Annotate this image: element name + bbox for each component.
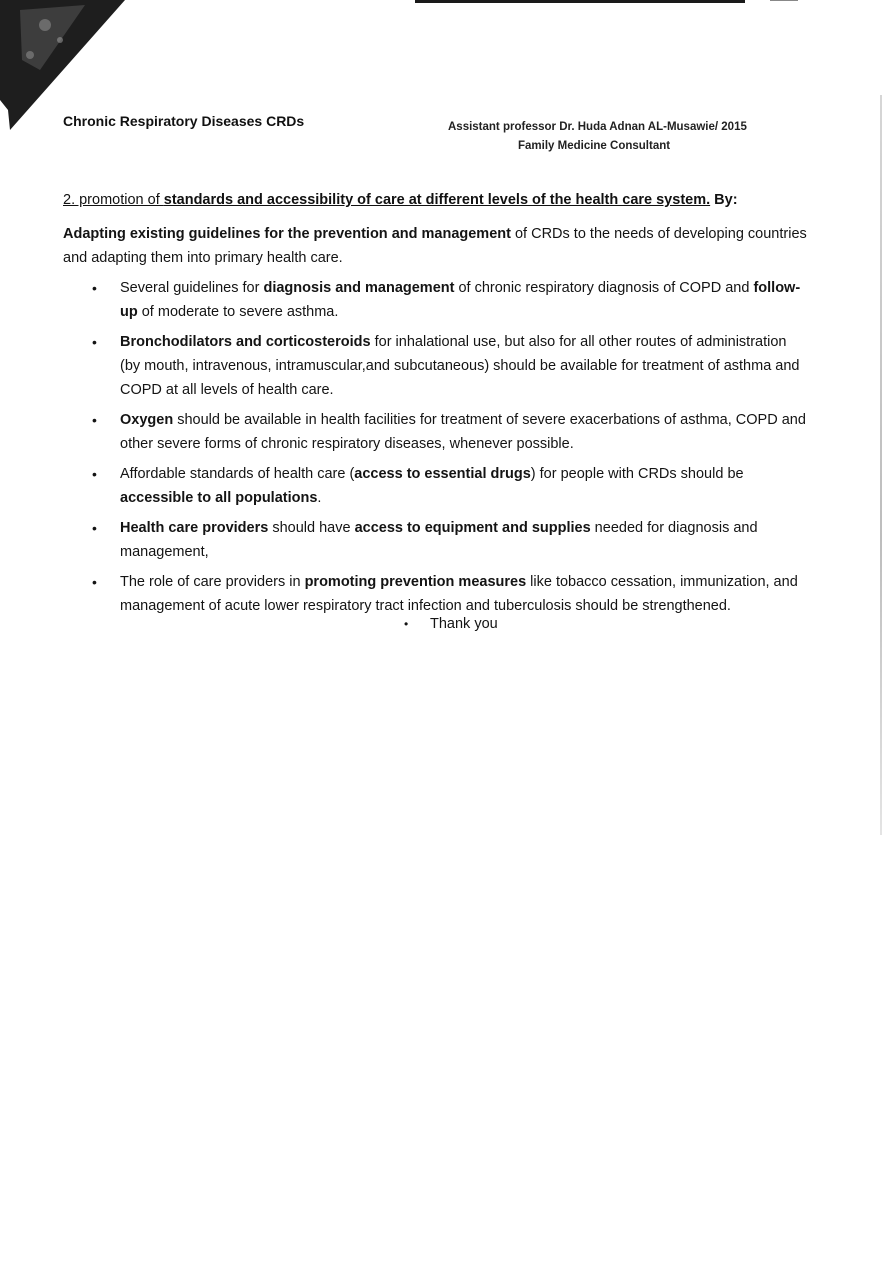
bullet-icon: • [92, 520, 97, 536]
scan-right-edge [880, 95, 882, 835]
author-block [448, 118, 747, 156]
closing-line [404, 616, 498, 632]
list-item-text: should have [268, 520, 355, 536]
list-item-text: The role of care providers in [120, 574, 305, 590]
list-item [88, 516, 808, 564]
list-item [88, 330, 808, 402]
bullet-list [88, 276, 808, 624]
list-item-bold: Bronchodilators and corticosteroids [120, 334, 371, 350]
list-item [88, 408, 808, 456]
list-item-bold: follow-up [120, 280, 801, 320]
list-item-text: needed for diagnosis and management, [120, 520, 758, 560]
intro-bold: Adapting existing guidelines for the prevention and management [63, 226, 511, 242]
intro-rest: of CRDs to the needs of developing countries and adapting them into primary health care. [63, 226, 807, 266]
list-item-bold: Health care providers [120, 520, 269, 536]
list-item-bold: Oxygen [120, 412, 174, 428]
list-item-bold: accessible to all populations [120, 490, 318, 506]
bullet-icon: • [92, 412, 97, 428]
section-heading-part-a: 2. promotion of [63, 192, 164, 208]
list-item-text: like tobacco cessation, immunization, and management of acute lower respiratory tract infection and tuberculosis should be strengthened. [120, 574, 798, 614]
list-item-bold: access to equipment and supplies [354, 520, 591, 536]
section-heading-part-b: standards and accessibility of care at different levels of the health care system. [163, 192, 711, 208]
scan-top-edge-faint [770, 0, 798, 1]
section-heading-by: By: [710, 192, 738, 208]
list-item-bold: promoting prevention measures [304, 574, 527, 590]
author-role: Family Medicine Consultant [518, 140, 671, 152]
list-item-text: of moderate to severe asthma. [137, 304, 339, 320]
scan-top-edge [415, 0, 745, 3]
author-line: Assistant professor Dr. Huda Adnan AL-Musawie/ 2015 [448, 121, 747, 133]
list-item [88, 276, 808, 324]
intro-paragraph [63, 222, 808, 270]
list-item-text: should be available in health facilities for treatment of severe exacerbations of asthma, COPD and other severe forms of chronic respiratory diseases, whenever possible. [120, 412, 806, 452]
bullet-icon: • [92, 574, 97, 590]
bullet-icon: • [92, 466, 97, 482]
document-title: Chronic Respiratory Diseases CRDs [63, 113, 305, 129]
list-item [88, 462, 808, 510]
list-item-text: ) for people with CRDs should be [530, 466, 744, 482]
list-item-bold: access to essential drugs [354, 466, 531, 482]
list-item-text: Affordable standards of health care ( [120, 466, 355, 482]
list-item-text: for inhalational use, but also for all other routes of administration (by mouth, intravenous, intramuscular,and subcutaneous) should be available for treatment of asthma and COPD at all levels of health care. [120, 334, 800, 398]
bullet-icon: • [404, 617, 409, 631]
section-heading [63, 192, 843, 208]
list-item-text: Several guidelines for [120, 280, 264, 296]
list-item [88, 570, 808, 618]
list-item-text: . [317, 490, 322, 506]
bullet-icon: • [92, 334, 97, 350]
bullet-icon: • [92, 280, 97, 296]
thank-you-text: Thank you [430, 616, 498, 632]
list-item-text: of chronic respiratory diagnosis of COPD and [454, 280, 754, 296]
list-item-bold: diagnosis and management [263, 280, 455, 296]
